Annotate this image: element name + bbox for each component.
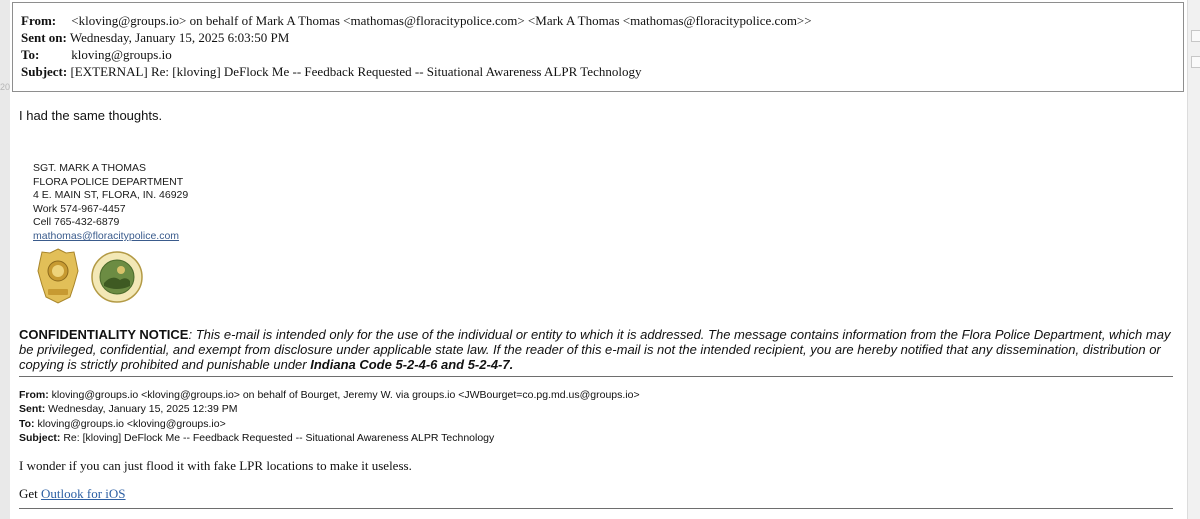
quoted-sent-label: Sent: bbox=[19, 403, 46, 416]
header-sent-row bbox=[21, 30, 289, 46]
quoted-body: I wonder if you can just flood it with fake LPR locations to make it useless. bbox=[19, 458, 412, 473]
sent-value: Wednesday, January 15, 2025 6:03:50 PM bbox=[69, 30, 290, 45]
police-badge-icon bbox=[36, 247, 80, 305]
quoted-subject-label: Subject: bbox=[19, 431, 61, 444]
to-value: kloving@groups.io bbox=[71, 47, 172, 62]
from-label: From: bbox=[21, 13, 57, 28]
quoted-sent-row bbox=[19, 402, 640, 416]
signature-email-link[interactable]: mathomas@floracitypolice.com bbox=[33, 229, 180, 242]
quoted-to-value: kloving@groups.io <kloving@groups.io> bbox=[37, 417, 226, 430]
subject-label: Subject: bbox=[21, 64, 68, 79]
side-icon bbox=[1191, 56, 1200, 68]
email-message bbox=[10, 0, 1187, 519]
signature-department: FLORA POLICE DEPARTMENT bbox=[33, 175, 184, 188]
quoted-from-label: From: bbox=[19, 389, 49, 401]
signature-address: 4 E. MAIN ST, FLORA, IN. 46929 bbox=[33, 189, 189, 202]
quoted-to-label: To: bbox=[19, 417, 35, 430]
message-body: I had the same thoughts. bbox=[19, 108, 163, 123]
notice-code: Indiana Code 5-2-4-6 and 5-2-4-7. bbox=[310, 357, 514, 372]
state-seal-icon bbox=[90, 250, 144, 304]
background-window-strip: 20 bbox=[0, 0, 10, 519]
header-to-row bbox=[21, 47, 172, 63]
quoted-header bbox=[19, 388, 640, 445]
background-window-strip-right bbox=[1187, 0, 1200, 519]
to-label: To: bbox=[21, 47, 40, 62]
signature-block bbox=[33, 162, 188, 244]
header-subject-row bbox=[21, 64, 641, 80]
header-from-row bbox=[21, 13, 812, 29]
sent-label: Sent on: bbox=[21, 30, 67, 45]
email-header bbox=[12, 2, 1184, 92]
quoted-from-row bbox=[19, 388, 640, 402]
notice-text: : This e-mail is intended only for the use of the individual or entity to which it is addressed. The message contains information from the Flora Police Department, which may be privileged, confidential, and exempt from disclosure under applicable state law. If the reader of this e-mail is not the intended recipient, you are hereby notified that any dissemination, distribution or copying is strictly prohibited and punishable under bbox=[19, 327, 1171, 372]
quoted-subject-row bbox=[19, 431, 640, 445]
bottom-divider bbox=[19, 508, 1173, 509]
quoted-signature bbox=[19, 486, 126, 502]
side-icon bbox=[1191, 30, 1200, 42]
quoted-subject-value: Re: [kloving] DeFlock Me -- Feedback Requested -- Situational Awareness ALPR Technology bbox=[63, 431, 495, 444]
subject-value: [EXTERNAL] Re: [kloving] DeFlock Me -- Feedback Requested -- Situational Awareness ALPR Technology bbox=[70, 64, 642, 79]
divider bbox=[19, 376, 1173, 377]
signature-cell-phone: Cell 765-432-6879 bbox=[33, 216, 120, 229]
quoted-signature-prefix: Get bbox=[19, 486, 42, 501]
quoted-from-value: kloving@groups.io <kloving@groups.io> on behalf of Bourget, Jeremy W. via groups.io <JWBourget=co.pg.md.us@groups.io> bbox=[51, 389, 640, 401]
quoted-to-row bbox=[19, 417, 640, 431]
signature-work-phone: Work 574-967-4457 bbox=[33, 202, 126, 215]
from-value: <kloving@groups.io> on behalf of Mark A Thomas <mathomas@floracitypolice.com> <Mark A Thomas <mathomas@floracitypolice.com>> bbox=[71, 13, 812, 28]
signature-name: SGT. MARK A THOMAS bbox=[33, 162, 146, 174]
outlook-ios-link[interactable]: Outlook for iOS bbox=[41, 486, 126, 501]
confidentiality-notice bbox=[19, 327, 1179, 372]
quoted-sent-value: Wednesday, January 15, 2025 12:39 PM bbox=[48, 403, 238, 416]
notice-label: CONFIDENTIALITY NOTICE bbox=[19, 327, 189, 342]
